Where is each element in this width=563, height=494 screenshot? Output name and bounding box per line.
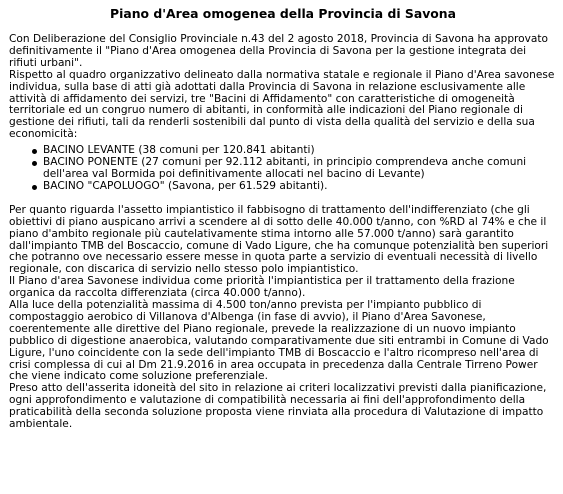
body-paragraph-anaerobic-plant: Alla luce della potenzialità massima di 4.500 ton/anno prevista per l'impianto pubblico di compostaggio aerobico di Villanova d'Albenga (in fase di avvio), il Piano d'Area Savonese, coerentemente alle direttive del Piano regionale, prevede la realizzazione di un nuovo impianto pubblico di digestione anaerobica, valutando comparativamente due siti entrambi in Comune di Vado Ligure, l'uno coincidente con la sede dell'impianto TMB di Boscaccio e l'altro ricompreso nell'area di crisi complessa di cui al Dm 21.9.2016 in area occupata in precedenza dalla Centrale Tirreno Power che viene indicato come soluzione preferenziale. [9,299,549,383]
document-title: Piano d'Area omogenea della Provincia di Savona [110,6,456,21]
body-paragraph-organic-priority: Il Piano d'area Savonese individua come priorità l'impiantistica per il trattamento della frazione organica da raccolta differenziata (circa 40.000 t/anno). [9,275,515,300]
intro-paragraph-basins: Rispetto al quadro organizzativo delineato dalla normativa statale e regionale il Piano d'Area savonese individua, sulla base di atti già adottati dalla Provincia di Savona in relazione esclusivamente alle attività di affidamento dei servizi, tre "Bacini di Affidamento" con caratteristiche di omogeneità territoriale ed un congruo numero di abitanti, in conformità alle indicazioni del Piano regionale di gestione dei rifiuti, tali da renderli sostenibili dal punto di vista della qualità del servizio e della sua economicità: [9,68,555,141]
document-page [9,0,557,431]
bullet-icon [32,161,37,166]
basin-item-ponente [32,157,557,181]
basin-item-capoluogo [32,181,557,193]
intro-paragraph-deliberation: Con Deliberazione del Consiglio Provinciale n.43 del 2 agosto 2018, Provincia di Savona ha approvato definitivamente il "Piano d'Area omogenea della Provincia di Savona per la gestione integrata dei rifiuti urbani". [9,33,549,69]
bullet-icon [32,185,37,190]
bullet-icon [32,149,37,154]
paragraph-spacer [9,193,557,205]
body-paragraph-plant-setup: Per quanto riguarda l'assetto impiantistico il fabbisogno di trattamento dell'indifferenziato (che gli obiettivi di piano auspicano arrivi a scendere al di sotto delle 40.000 t/anno, con %RD al 74% e che il piano d'ambito regionale più cautelativamente stima intorno alle 57.000 t/anno) sarà garantito dall'impianto TMB del Boscaccio, comune di Vado Ligure, che ha comunque potenzialità ben superiori che potranno ove necessario essere messe in quota parte a servizio di eventuali necessità di livello regionale, con discarica di servizio nello stesso polo impiantistico. [9,203,549,276]
basin-item-label: BACINO PONENTE (27 comuni per 92.112 abitanti, in principio comprendeva anche comuni dell'area val Bormida poi definitivamente allocati nel bacino di Levante) [43,156,527,180]
basin-item-label: BACINO "CAPOLUOGO" (Savona, per 61.529 abitanti). [43,179,328,192]
basin-list [9,145,557,193]
body-paragraph-environmental-assessment: Preso atto dell'asserita idoneità del sito in relazione ai criteri localizzativi previsti dalla pianificazione, ogni approfondimento e valutazione di compatibilità necessaria ai fini dell'approfondimento della praticabilità della seconda soluzione proposta viene rinviata alla procedura di Valutazione di impatto ambientale. [9,382,547,431]
basin-item-label: BACINO LEVANTE (38 comuni per 120.841 abitanti) [43,144,315,157]
